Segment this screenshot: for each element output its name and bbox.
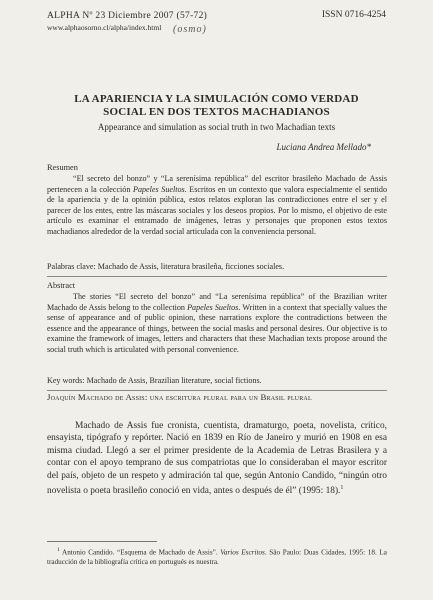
resumen-italic: Papeles Sueltos: [133, 184, 185, 194]
journal-citation: ALPHA Nº 23 Diciembre 2007 (57-72): [47, 11, 208, 21]
body-text: [47, 420, 387, 498]
body-paragraph: Machado de Assis fue cronista, cuentista, dramaturgo, poeta, novelista, crítico, ensayista, tipógrafo y repórter. Nació en 1839 en Río de Janeiro y murió en 1908 en esa misma ciudad. Llegó a ser el primer presidente de la Academia de Letras Brasilera y a contar con el apoyo temprano de sus compatriotas que lo consideraban el mayor escritor del país, objeto de un respeto y admiración tal que, según Antonio Candido, “ningún otro novelista o poeta brasileño conoció en vida, antes o después de él” (1995: 18).: [47, 421, 387, 497]
title-line: SOCIAL EN DOS TEXTOS MACHADIANOS: [103, 106, 330, 118]
footnote-divider: [47, 541, 157, 542]
footnote-text-part: . São Paulo: Duas Cidades, 1995: 18. La traducción de la bibliografía crítica en portugués es nuestra.: [47, 548, 387, 566]
article-title: [50, 93, 383, 119]
title-line: LA APARIENCIA Y LA SIMULACIÓN COMO VERDAD: [74, 93, 359, 105]
resumen-text-part: “El secreto del bonzo” y “La serenísima república” del escritor brasileño Machado de Assis pertenecen a la colección: [47, 174, 387, 194]
abstract-label: Abstract: [47, 281, 76, 290]
footnote-reference[interactable]: 1: [340, 485, 344, 492]
article-subtitle: Appearance and simulation as social truth in two Machadian texts: [97, 122, 336, 132]
resumen-label: Resumen: [47, 163, 78, 172]
divider: [47, 276, 387, 277]
footnote-mark: 1: [57, 547, 60, 553]
author-name: Luciana Andrea Mellado*: [276, 142, 371, 152]
footnote-text-part: Antonio Candido. “Esquema de Machado de Assis”.: [59, 548, 221, 557]
abstract-text-part: The stories “El secreto del bonzo” and “La serenísima república” of the Brazilian writer Machado de Assis belong to the collection: [47, 292, 387, 312]
running-header: [47, 10, 207, 34]
divider: [47, 390, 387, 391]
journal-url: www.alphaosorno.cl/alpha/index.html: [47, 23, 162, 32]
resumen-text-part: . Escritos en un contexto que valora especialmente el sentido de la apariencia y de la opinión pública, estos relatos exploran las contradicciones entre el ser y el parecer de los entes, entre las máscaras sociales y los deseos propios. Por lo mismo, el objetivo de este artículo es examinar el entramado de imágenes, letras y personajes que proponen estos textos machadianos alrededor de la verdad social articulada con la conveniencia personal.: [47, 184, 387, 236]
keywords: Key words: Machado de Assis, Brazilian literature, social fictions.: [47, 376, 262, 385]
resumen-text: [47, 174, 387, 237]
abstract-italic: Papeles Sueltos: [187, 302, 239, 312]
issn: ISSN 0716-4254: [321, 10, 386, 20]
footnote-italic: Varios Escritos: [220, 548, 265, 557]
abstract-text: [47, 292, 387, 355]
section-heading: Joaquín Machado de Assis: una escritura plural para un Brasil plural: [47, 392, 312, 402]
handwritten-annotation: (osmo): [173, 24, 207, 35]
footnote: [47, 546, 387, 567]
palabras-clave: Palabras clave: Machado de Assis, literatura brasileña, ficciones sociales.: [47, 262, 285, 271]
abstract-text-part: . Written in a context that specially values the sense of appearance and of public opinion, these narrations explore the contradictions between the essence and the appearance of things, between the social masks and personal desires. Our objective is to examine the framework of images, letters and characters that these Machadian texts propose around the social truth which is articulated with personal convenience.: [47, 302, 388, 354]
